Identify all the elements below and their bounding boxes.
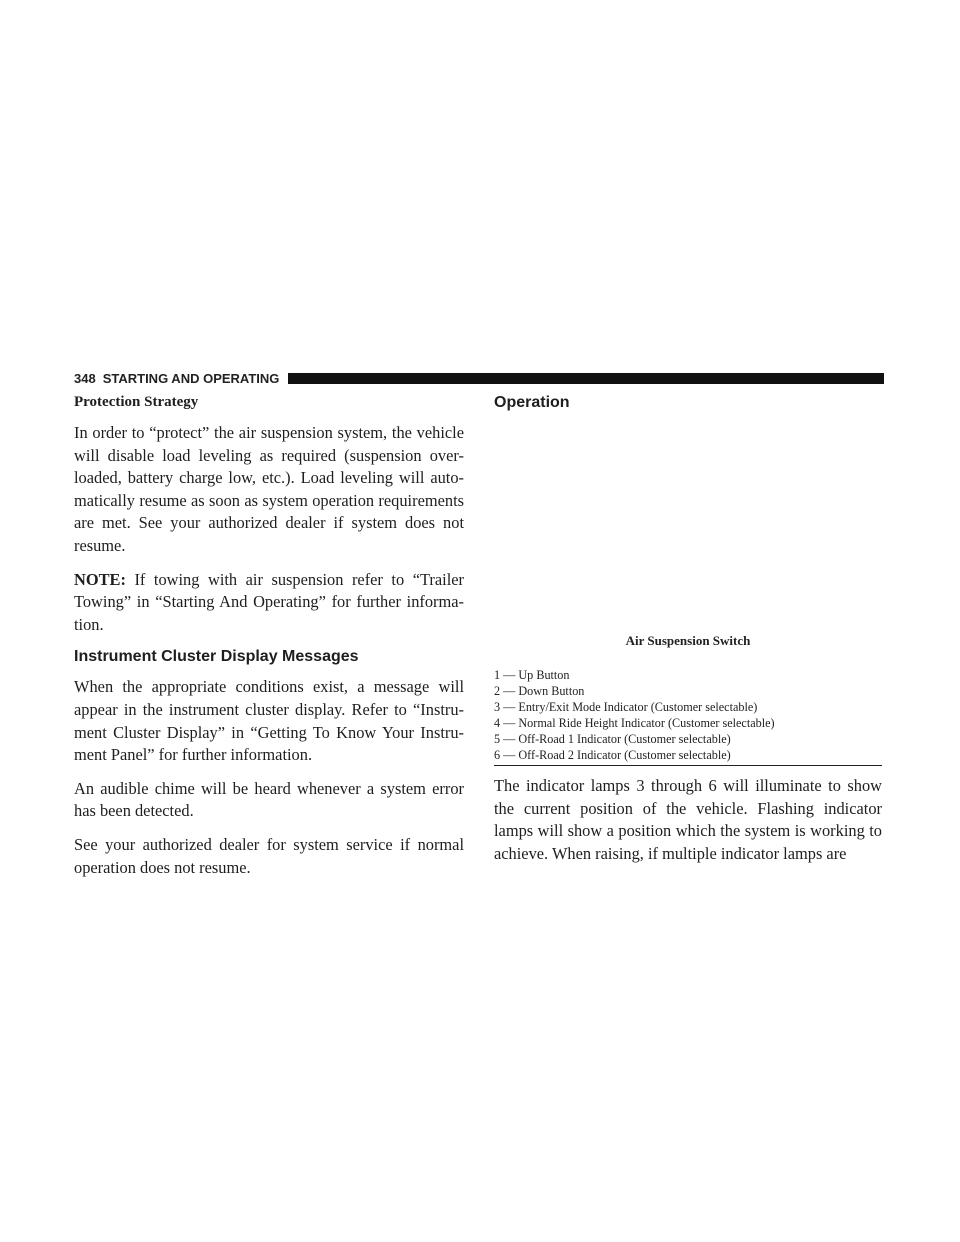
page-header (74, 370, 884, 386)
figure-area (494, 413, 882, 649)
header-rule (288, 373, 884, 384)
legend-item: 2 — Down Button (494, 684, 585, 698)
indicator-text: The indicator lamps 3 through 6 will illuminate to show the current position of the vehicle. Flashing indicator lamps will show a position which the system is working to achieve. When raising, if multiple indicator lamps are (494, 776, 882, 863)
left-column (74, 393, 464, 890)
legend-item: 1 — Up Button (494, 668, 570, 682)
chime-text: An audible chime will be heard whenever a system error has been detected. (74, 778, 464, 821)
note-label: NOTE: (74, 569, 126, 589)
protection-strategy-text: In order to “protect” the air suspension system, the vehicle will disable load leveling as required (suspension over-loaded, battery charge low, etc.). Load leveling will auto-matically resume as soon as system operation requirements are met. See your authorized dealer if system does not resume. (74, 423, 464, 555)
cluster-messages-heading: Instrument Cluster Display Messages (74, 648, 359, 666)
figure-legend (494, 667, 882, 766)
legend-item: 5 — Off-Road 1 Indicator (Customer selectable) (494, 732, 731, 746)
right-column (494, 393, 882, 876)
legend-item: 6 — Off-Road 2 Indicator (Customer selectable) (494, 748, 731, 762)
cluster-messages-text: When the appropriate conditions exist, a message will appear in the instrument cluster display. Refer to “Instru-ment Cluster Display” in “Getting To Know Your Instru-ment Panel” for further information. (74, 677, 464, 765)
legend-item: 4 — Normal Ride Height Indicator (Customer selectable) (494, 716, 775, 730)
section-title: STARTING AND OPERATING (102, 370, 280, 386)
legend-item: 3 — Entry/Exit Mode Indicator (Customer selectable) (494, 700, 758, 714)
service-text: See your authorized dealer for system service if normal operation does not resume. (74, 834, 464, 877)
operation-heading: Operation (494, 394, 570, 411)
protection-strategy-heading: Protection Strategy (74, 394, 199, 410)
page-number: 348 (74, 370, 96, 386)
figure-caption: Air Suspension Switch (625, 633, 751, 648)
note-text: If towing with air suspension refer to “Trailer Towing” in “Starting And Operating” for further informa-tion. (74, 569, 464, 634)
note-paragraph (74, 569, 464, 637)
